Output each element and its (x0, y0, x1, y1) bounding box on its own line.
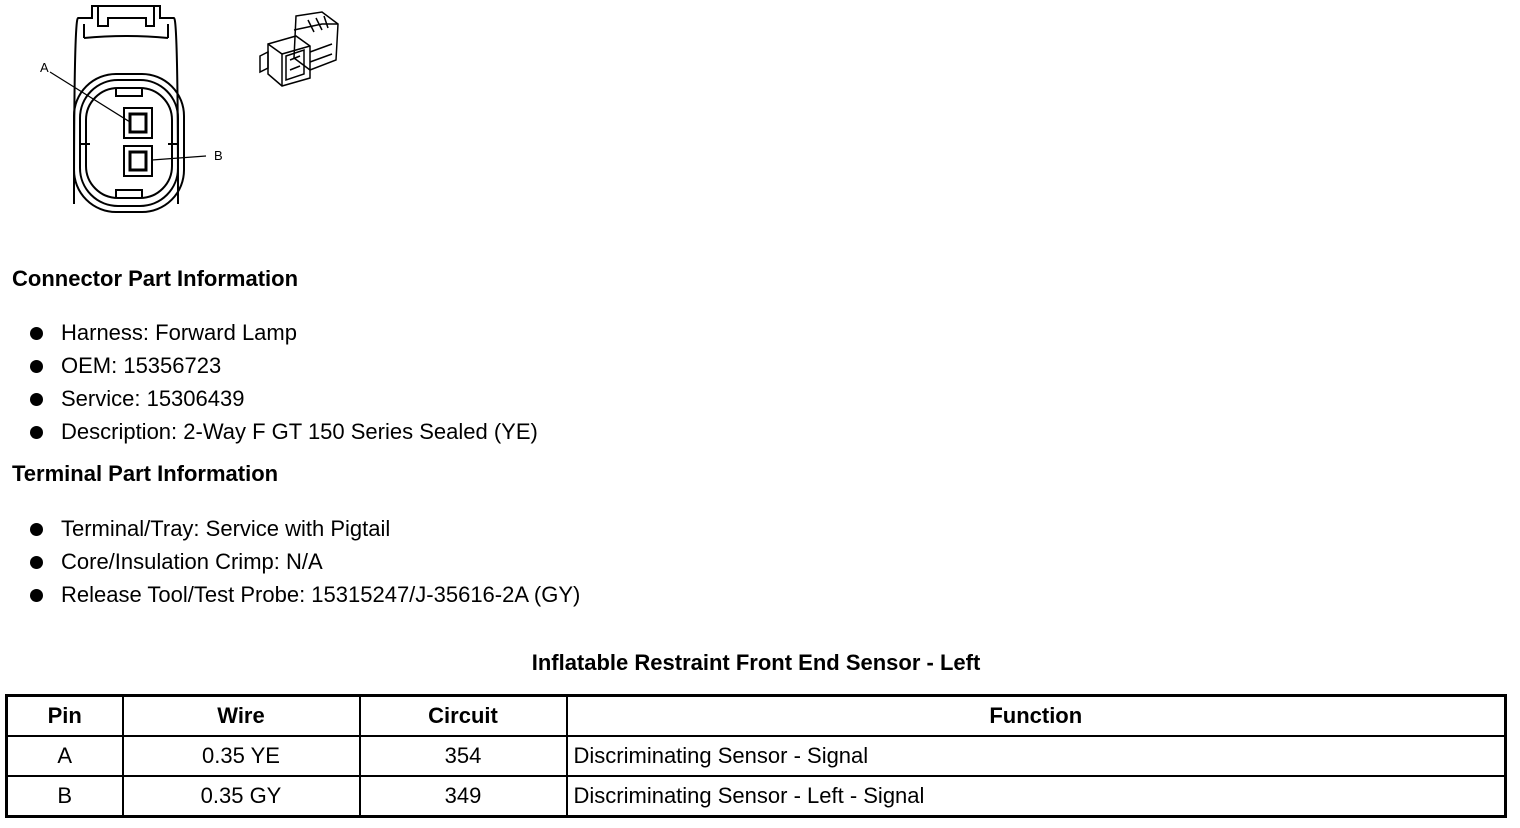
bullet-icon (30, 589, 43, 602)
table-header-row (7, 696, 1506, 737)
connector-isometric-icon (256, 10, 342, 88)
list-item-text: Service: 15306439 (61, 386, 245, 411)
list-item-text: Release Tool/Test Probe: 15315247/J-35616-2A (GY) (61, 582, 581, 607)
connector-front-view-diagram (38, 4, 238, 218)
header-wire: Wire (123, 696, 360, 737)
cell-circuit: 349 (360, 776, 567, 817)
list-item (30, 582, 580, 615)
callout-a-label: A (40, 60, 49, 75)
list-item (30, 549, 580, 582)
list-item (30, 353, 538, 386)
terminal-part-info-heading: Terminal Part Information (12, 461, 279, 486)
bullet-icon (30, 556, 43, 569)
bullet-icon (30, 393, 43, 406)
bullet-icon (30, 360, 43, 373)
header-pin: Pin (7, 696, 123, 737)
list-item (30, 516, 580, 549)
table-row (7, 736, 1506, 776)
bullet-icon (30, 523, 43, 536)
list-item (30, 320, 538, 353)
terminal-cavity-a (124, 108, 152, 138)
list-item-text: OEM: 15356723 (61, 353, 222, 378)
callout-b-label: B (214, 148, 223, 163)
connector-part-info-heading: Connector Part Information (12, 266, 299, 291)
list-item-text: Core/Insulation Crimp: N/A (61, 549, 323, 574)
connector-part-info-list (30, 320, 538, 452)
list-item-text: Harness: Forward Lamp (61, 320, 297, 345)
pinout-table (5, 694, 1507, 818)
cell-function: Discriminating Sensor - Left - Signal (567, 776, 1506, 817)
bullet-icon (30, 426, 43, 439)
cell-function: Discriminating Sensor - Signal (567, 736, 1506, 776)
table-row (7, 776, 1506, 817)
list-item-text: Terminal/Tray: Service with Pigtail (61, 516, 391, 541)
bullet-icon (30, 327, 43, 340)
list-item (30, 386, 538, 419)
cell-wire: 0.35 YE (123, 736, 360, 776)
pinout-table-caption: Inflatable Restraint Front End Sensor - Left (531, 650, 981, 675)
terminal-cavity-b (124, 146, 152, 176)
cell-pin: B (7, 776, 123, 817)
cell-wire: 0.35 GY (123, 776, 360, 817)
list-item-text: Description: 2-Way F GT 150 Series Sealed (YE) (61, 419, 538, 444)
cell-pin: A (7, 736, 123, 776)
header-circuit: Circuit (360, 696, 567, 737)
list-item (30, 419, 538, 452)
terminal-part-info-list (30, 516, 580, 615)
header-function: Function (567, 696, 1506, 737)
cell-circuit: 354 (360, 736, 567, 776)
